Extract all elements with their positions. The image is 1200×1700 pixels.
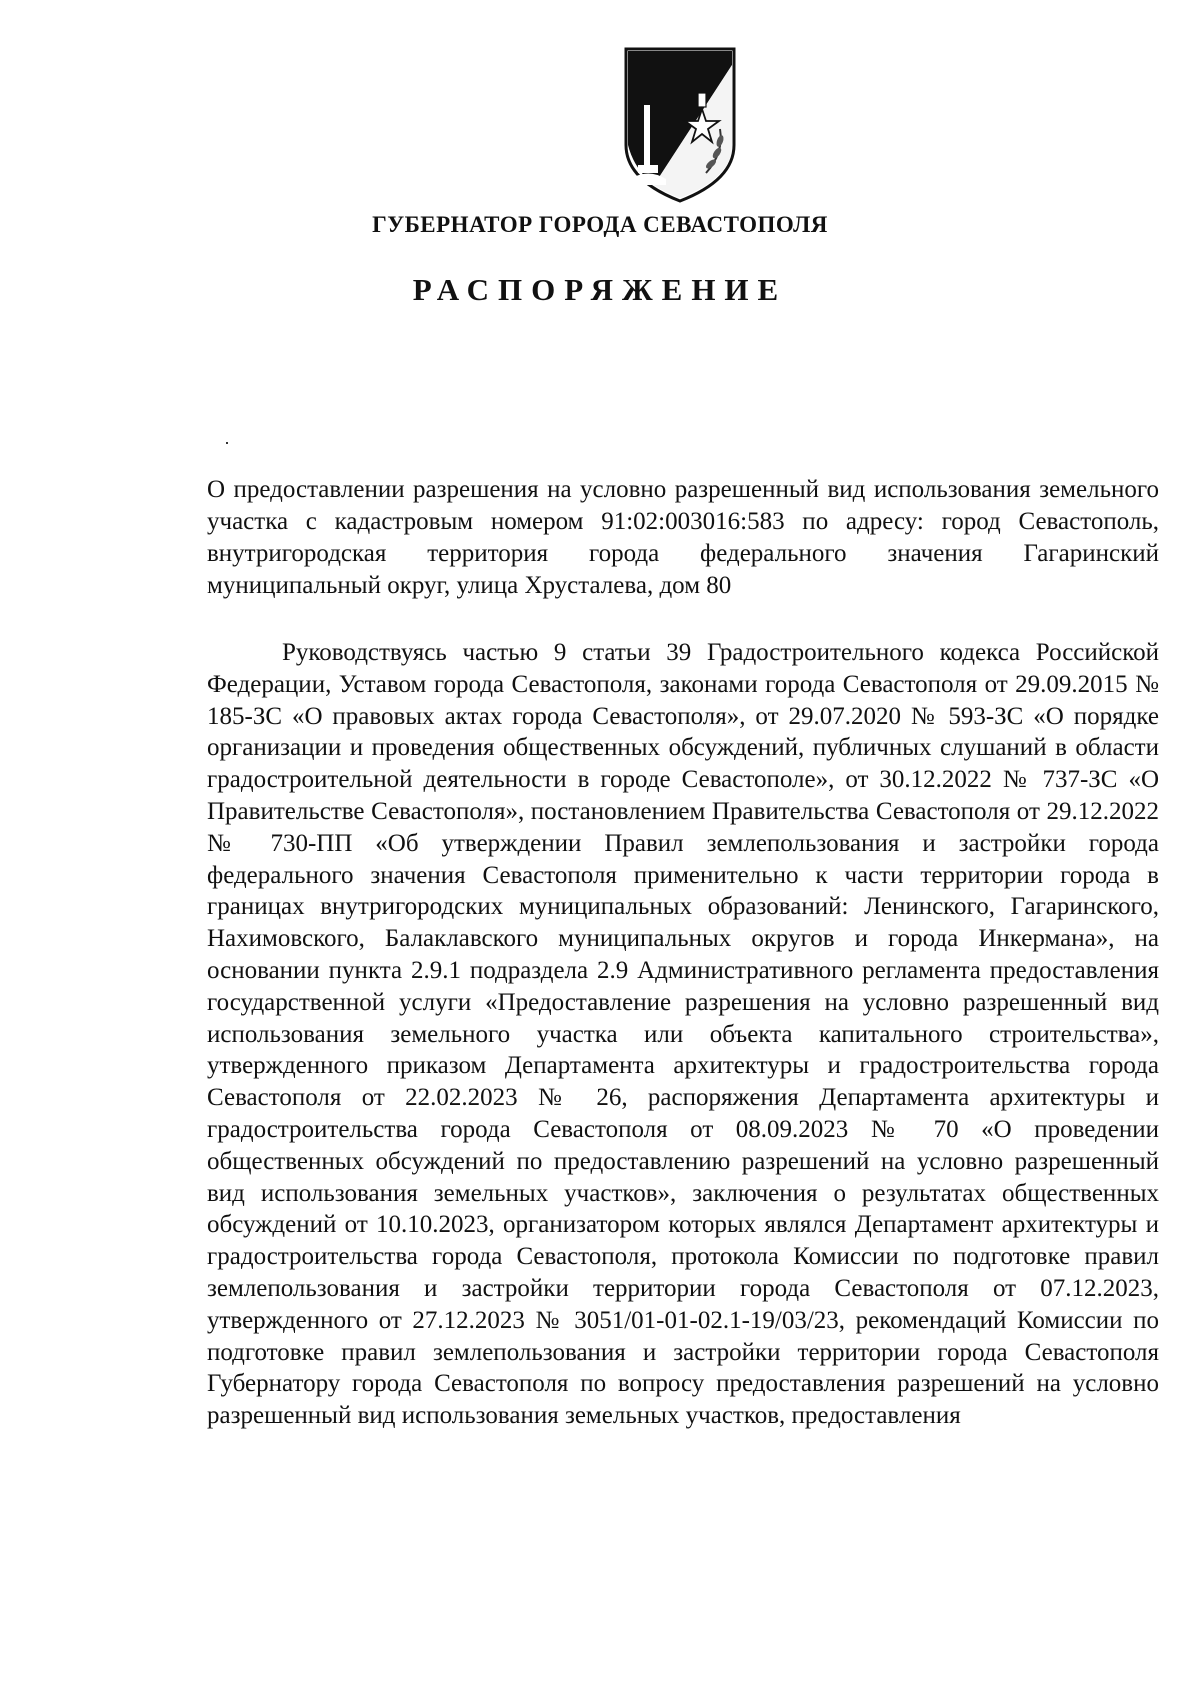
document-subject: О предоставлении разрешения на условно разрешенный вид использования земельного участка с кадастровым номером 91:02:003016:583 по адресу: город Севастополь, внутригородская территория города федерального значения Гагаринский муниципальный округ, улица Хрусталева, дом 80 — [207, 476, 1159, 599]
issuing-authority: ГУБЕРНАТОР ГОРОДА СЕВАСТОПОЛЯ — [372, 212, 828, 237]
document-body-paragraph: Руководствуясь частью 9 статьи 39 Градостроительного кодекса Российской Федерации, Уставом города Севастополя, законами города Севастополя от 29.09.2015 № 185-ЗС «О правовых актах города Севастополя», от 29.07.2020 № 593-ЗС «О порядке организации и проведения общественных обсуждений, публичных слушаний в области градостроительной деятельности в городе Севастополе», от 30.12.2022 № 737-ЗС «О Правительстве Севастополя», постановлением Правительства Севастополя от 29.12.2022 № 730-ПП «Об утверждении Правил землепользования и застройки города федерального значения Севастополя применительно к части территории города в границах внутригородских муниципальных образований: Ленинского, Гагаринского, Нахимовского, Балаклавского муниципальных округов и города Инкермана», на основании пункта 2.9.1 подраздела 2.9 Административного регламента предоставления государственной услуги «Предоставление разрешения на условно разрешенный вид использования земельного участка или объекта капитального строительства», утвержденного приказом Департамента архитектуры и градостроительства города Севастополя от 22.02.2023 № 26, распоряжения Департамента архитектуры и градостроительства города Севастополя от 08.09.2023 № 70 «О проведении общественных обсуждений по предоставлению разрешений на условно разрешенный вид использования земельных участков», заключения о результатах общественных обсуждений от 10.10.2023, организатором которых являлся Департамент архитектуры и градостроительства города Севастополя, протокола Комиссии по подготовке правил землепользования и застройки территории города Севастополя от 07.12.2023, утвержденного от 27.12.2023 № 3051/01-01-02.1-19/03/23, рекомендаций Комиссии по подготовке правил землепользования и застройки территории города Севастополя Губернатору города Севастополя по вопросу предоставления разрешений на условно разрешенный вид использования земельных участков, предоставления — [207, 639, 1159, 1430]
document-type-title: РАСПОРЯЖЕНИЕ — [412, 272, 788, 307]
sevastopol-coat-of-arms-icon — [620, 45, 740, 205]
scan-speck — [226, 442, 228, 444]
